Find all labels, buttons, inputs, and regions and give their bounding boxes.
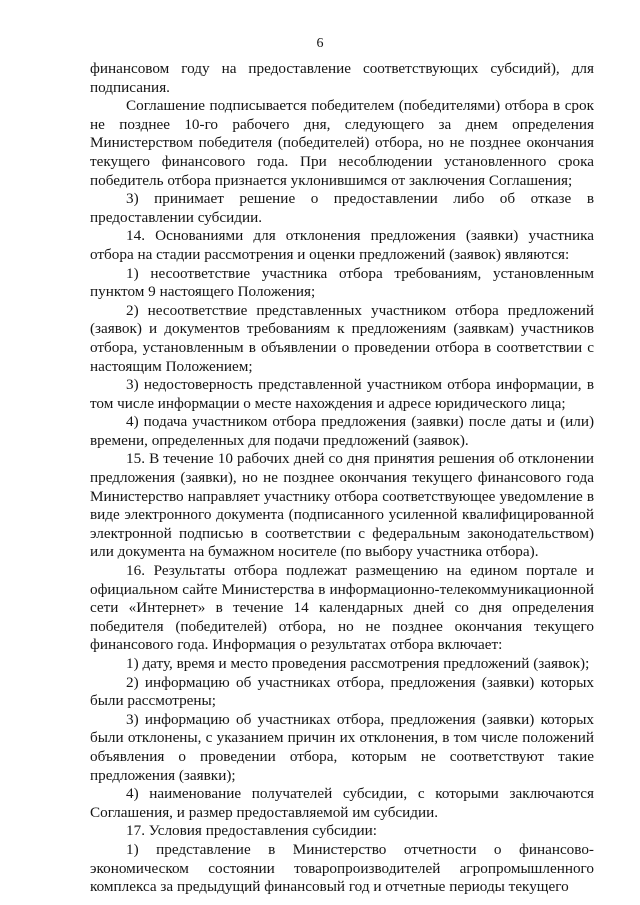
document-body	[90, 60, 594, 897]
paragraph: 4) подача участником отбора предложения (заявки) после даты и (или) времени, определенных для подачи предложений (заявок).	[90, 413, 594, 449]
page-number: 6	[316, 36, 324, 51]
paragraph: Соглашение подписывается победителем (победителями) отбора в срок не позднее 10-го рабочего дня, следующего за днем определения Министерством победителя (победителей) отбора, но не позднее окончания текущего финансового года. При несоблюдении установленного срока победитель отбора признается уклонившимся от заключения Соглашения;	[90, 97, 594, 189]
paragraph: 2) несоответствие представленных участником отбора предложений (заявок) и документов требованиям к предложениям (заявкам) участников отбора, установленным в объявлении о проведении отбора в соответствии с настоящим Положением;	[90, 301, 594, 375]
paragraph: 2) информацию об участниках отбора, предложения (заявки) которых были рассмотрены;	[90, 673, 594, 710]
paragraph: 17. Условия предоставления субсидии:	[126, 822, 378, 840]
paragraph: 1) представление в Министерство отчетности о финансово-экономическом состоянии товаропроизводителей агропромышленного комплекса за предыдущий финансовый год и отчетные периоды текущего	[90, 840, 594, 896]
paragraph: 16. Результаты отбора подлежат размещению на едином портале и официальном сайте Министерства в информационно-телекоммуникационной сети «Интернет» в течение 14 календарных дней со дня определения победителя (победителей) отбора, но не позднее окончания текущего финансового года. Информация о результатах отбора включает:	[90, 562, 594, 654]
paragraph: 3) недостоверность представленной участником отбора информации, в том числе информации о месте нахождения и адресе юридического лица;	[90, 376, 594, 412]
paragraph: 15. В течение 10 рабочих дней со дня принятия решения об отклонении предложения (заявки), но не позднее окончания текущего финансового года Министерство направляет участнику отбора соответствующее уведомление в виде электронного документа (подписанного усиленной квалифицированной электронной подписью в соответствии с федеральным законодательством) или документа на бумажном носителе (по выбору участника отбора).	[90, 450, 594, 561]
paragraph: 3) принимает решение о предоставлении либо об отказе в предоставлении субсидии.	[90, 190, 594, 226]
paragraph: 1) дату, время и место проведения рассмотрения предложений (заявок);	[126, 655, 590, 672]
paragraph: 4) наименование получателей субсидии, с которыми заключаются Соглашения, и размер предоставляемой им субсидии.	[90, 785, 594, 821]
paragraph: 3) информацию об участниках отбора, предложения (заявки) которых были отклонены, с указанием причин их отклонения, в том числе положений объявления о проведении отбора, которым не соответствуют такие предложения (заявки);	[90, 710, 594, 784]
paragraph: 14. Основаниями для отклонения предложения (заявки) участника отбора на стадии рассмотрения и оценки предложений (заявок) являются:	[90, 227, 594, 263]
paragraph: 1) несоответствие участника отбора требованиям, установленным пунктом 9 настоящего Положения;	[90, 264, 594, 301]
paragraph: финансовом году на предоставление соответствующих субсидий), для подписания.	[90, 60, 594, 96]
